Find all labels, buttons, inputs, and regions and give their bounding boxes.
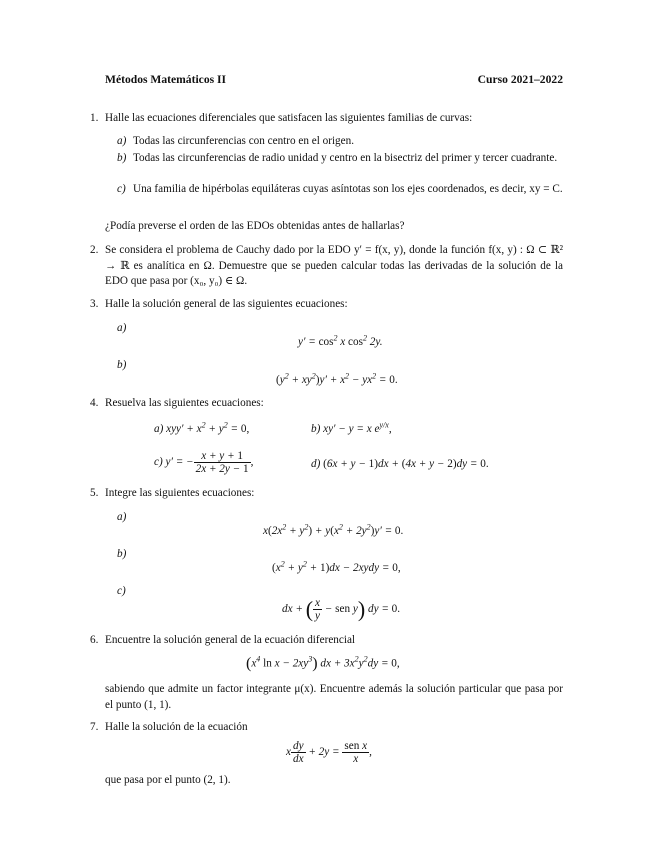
problem-4d-label: d) [311, 458, 321, 470]
problem-6-number: 6. [90, 634, 99, 646]
problem-4a-label: a) [154, 423, 164, 435]
problem-4a-equation: a) $xyy' + x^2 + y^2 = 0$, [154, 420, 250, 435]
course-title: Métodos Matemáticos II [105, 73, 227, 86]
problem-1b-label: b) [117, 152, 127, 164]
problem-4c-equation: c) y′ = − $\frac{x + y + 1}{2x + 2y - 1}$ , [154, 450, 254, 475]
problem-5-number: 5. [90, 487, 99, 499]
problem-4-text: Resuelva las siguientes ecuaciones: [105, 397, 264, 409]
problem-3-number: 3. [90, 298, 99, 310]
problem-6-equation: ($x^4$ $\ln x - 2xy^3$) dx + $3x^2y^2dy = 0$, [246, 654, 400, 672]
problem-4b-label: b) [311, 423, 321, 435]
problem-1-number: 1. [90, 112, 99, 124]
course-year: Curso 2021–2022 [477, 73, 563, 86]
problem-5-text: Integre las siguientes ecuaciones: [105, 487, 255, 499]
problem-3-text: Halle la solución general de las siguientes ecuaciones: [105, 298, 348, 310]
problem-1-question: ¿Podía preverse el orden de las EDOs obtenidas antes de hallarlas? [105, 220, 405, 232]
problem-5b-label: b) [117, 548, 127, 560]
problem-3a-equation: $y' = \cos^2 x$ $\cos^2 2y$. [298, 333, 383, 348]
problem-2-text: Se considera el problema de Cauchy dado por la EDO y′ = f(x, y), donde la función f(x, y) : Ω ⊂ ℝ² → ℝ es analítica en Ω. Demuestre que se pueden calcular todas las derivadas de la solución de la EDO que pasa por (x₀, y₀) ∈ Ω. [105, 244, 563, 288]
problem-5c-label: c) [117, 585, 126, 597]
problem-5a-label: a) [117, 511, 127, 523]
problem-2-number: 2. [90, 244, 99, 256]
problem-5c-equation: dx + ( $\frac{x}{y}$ − sen y) dy = 0. [282, 596, 401, 622]
problem-4c-label: c) [154, 456, 163, 469]
problem-3a-label: a) [117, 322, 127, 334]
problem-3b-label: b) [117, 359, 127, 371]
problem-7-number: 7. [90, 721, 99, 733]
problem-7-after: que pasa por el punto (2, 1). [105, 774, 231, 786]
problem-5a-equation: $x(2x^2 + y^2) + y(x^2 + 2y^2)y' = 0$. [263, 522, 404, 537]
problem-1a-label: a) [117, 135, 127, 147]
problem-7-text: Halle la solución de la ecuación [105, 721, 248, 733]
problem-1b-text: Todas las circunferencias de radio unidad y centro en la bisectriz del primer y tercer cuadrante. [133, 152, 558, 164]
problem-1c-label: c) [117, 183, 126, 195]
problem-3b-equation: $(y^2 + xy^2)y' + x^2 - yx^2 = 0$. [276, 371, 398, 386]
problem-1a-text: Todas las circunferencias con centro en el origen. [133, 135, 355, 147]
problem-7-equation: x $\frac{dy}{dx}$ + 2y = $\frac{\text{sen x}}{x}$ , [286, 740, 372, 765]
problem-6-after: sabiendo que admite un factor integrante μ(x). Encuentre además la solución particular que pasa por el punto (1, 1). [105, 683, 563, 711]
problem-6-text: Encuentre la solución general de la ecuación diferencial [105, 634, 356, 646]
problem-4d-equation: d) (6x + y − 1)dx + (4x + y − 2)dy = 0. [311, 458, 489, 470]
problem-5b-equation: $(x^2 + y^2 + 1)dx$ − 2xydy = 0, [272, 559, 401, 574]
problem-4-number: 4. [90, 397, 99, 409]
problem-1c-text: Una familia de hipérbolas equiláteras cuyas asíntotas son los ejes coordenados, es decir, xy = C. [133, 183, 563, 195]
problem-1-text: Halle las ecuaciones diferenciales que satisfacen las siguientes familias de curvas: [105, 112, 473, 124]
problem-4b-equation: b) xy′ − y = x $e^{y/x}$, [311, 420, 392, 435]
